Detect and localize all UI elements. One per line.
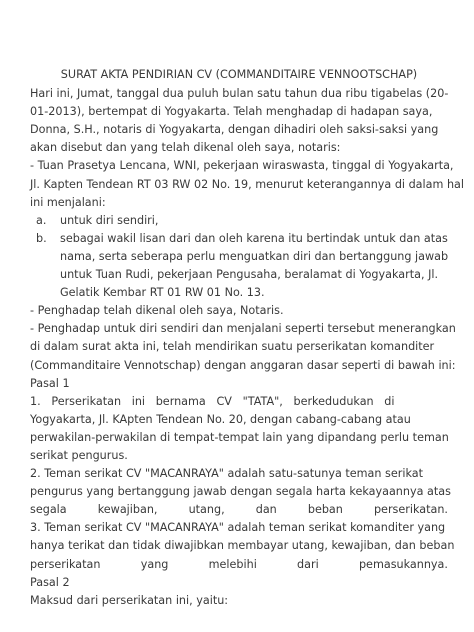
clause-line: 1. Perserikatan ini bernama CV "TATA", berkedudukan di: [30, 394, 395, 408]
person-line: - Tuan Prasetya Lencana, WNI, pekerjaan wiraswasta, tinggal di Yogyakarta,: [30, 159, 454, 173]
document-title: SURAT AKTA PENDIRIAN CV (COMMANDITAIRE VENNOOTSCHAP): [60, 68, 418, 81]
word: melebihi: [208, 557, 257, 571]
founding-line: (Commanditaire Vennotschap) dengan anggaran dasar seperti di bawah ini:: [30, 358, 456, 372]
clause-line: hanya terikat dan tidak diwajibkan membayar utang, kewajiban, dan beban: [30, 539, 455, 553]
list-line: untuk Tuan Rudi, pekerjaan Pengusaha, beralamat di Yogyakarta, Jl.: [60, 268, 439, 282]
intro-line: Donna, S.H., notaris di Yogyakarta, dengan dihadiri oleh saksi-saksi yang: [30, 123, 439, 137]
pasal-2-lead: Maksud dari perserikatan ini, yaitu:: [30, 593, 229, 607]
intro-paragraph: [30, 85, 448, 157]
founding-line: - Penghadap untuk diri sendiri dan menjalani seperti tersebut menerangkan: [30, 322, 456, 336]
word: beban: [307, 503, 343, 517]
notary-line: - Penghadap telah dikenal oleh saya, Notaris.: [30, 304, 284, 318]
pasal-1-heading: Pasal 1: [30, 376, 70, 390]
word: perserikatan: [30, 557, 101, 571]
list-marker: a.: [36, 213, 47, 227]
list-line: untuk diri sendiri,: [60, 213, 159, 227]
pasal-2-heading: Pasal 2: [30, 575, 70, 589]
person-line: Jl. Kapten Tendean RT 03 RW 02 No. 19, menurut keterangannya di dalam hal: [30, 177, 465, 191]
person-paragraph: [30, 157, 465, 211]
word: segala: [30, 503, 67, 517]
clause-line: 2. Teman serikat CV "MACANRAYA" adalah satu-satunya teman serikat: [30, 467, 423, 481]
person-line: ini menjalani:: [30, 195, 106, 209]
pasal-1-clause-3: [30, 519, 455, 573]
clause-justified-line: [30, 501, 448, 519]
list-line: sebagai wakil lisan dari dan oleh karena itu bertindak untuk dan atas: [60, 231, 448, 245]
document-page: [30, 66, 465, 610]
word: perserikatan.: [373, 503, 448, 517]
list-item-a: [30, 212, 448, 230]
clause-justified-line: [30, 556, 448, 574]
list-item-b: [30, 230, 448, 302]
word: kewajiban,: [97, 503, 158, 517]
pasal-1-clause-1: [30, 393, 448, 465]
word: dan: [255, 503, 277, 517]
clause-line: pengurus yang bertanggung jawab dengan segala harta kekayaannya atas: [30, 485, 451, 499]
pasal-1-clause-2: [30, 465, 451, 519]
word: utang,: [188, 503, 225, 517]
notary-paragraph: [30, 302, 448, 320]
word: pemasukannya.: [358, 557, 448, 571]
intro-line: Hari ini, Jumat, tanggal dua puluh bulan satu tahun dua ribu tigabelas (20-: [30, 87, 449, 101]
list-line: nama, serta seberapa perlu menguatkan diri dan bertanggung jawab: [60, 249, 449, 263]
word: dari: [297, 557, 319, 571]
intro-line: akan disebut dan yang telah dikenal oleh saya, notaris:: [30, 141, 341, 155]
list-line: Gelatik Kembar RT 01 RW 01 No. 13.: [60, 286, 265, 300]
intro-line: 01-2013), bertempat di Yogyakarta. Telah menghadap di hadapan saya,: [30, 105, 433, 119]
word: yang: [140, 557, 169, 571]
founding-paragraph: [30, 320, 456, 374]
list-text: [60, 212, 448, 230]
list-marker: b.: [36, 231, 47, 245]
list-text: [60, 230, 448, 302]
founding-line: di dalam surat akta ini, telah mendirikan suatu perserikatan komanditer: [30, 340, 435, 354]
clause-line: serikat pengurus.: [30, 448, 128, 462]
clause-line: Yogyakarta, Jl. KApten Tendean No. 20, dengan cabang-cabang atau: [30, 412, 411, 426]
clause-line: 3. Teman serikat CV "MACANRAYA" adalah teman serikat komanditer yang: [30, 521, 446, 535]
clause-line: perwakilan-perwakilan di tempat-tempat lain yang dipandang perlu teman: [30, 430, 449, 444]
